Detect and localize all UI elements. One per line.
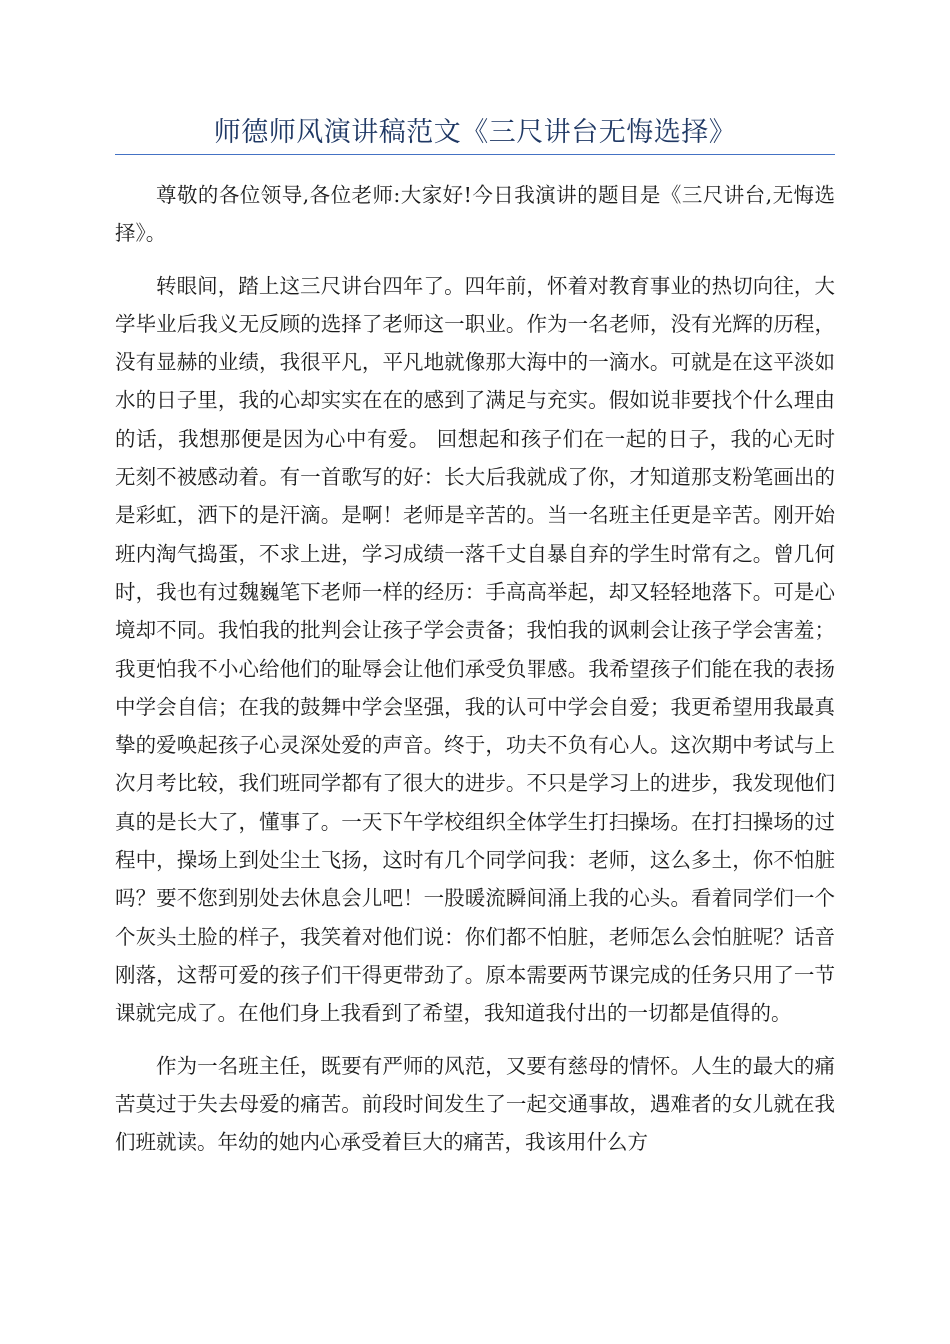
title-underline: [115, 154, 835, 155]
document-body: [115, 176, 835, 1175]
paragraph-greeting: 尊敬的各位领导,各位老师:大家好!今日我演讲的题目是《三尺讲台,无悔选择》。: [115, 183, 835, 246]
document-title: 师德师风演讲稿范文《三尺讲台无悔选择》: [213, 117, 737, 148]
paragraph-main: 转眼间，踏上这三尺讲台四年了。四年前，怀着对教育事业的热切向往，大学毕业后我义无反顾的选择了老师这一职业。作为一名老师，没有光辉的历程，没有显赫的业绩，我很平凡，平凡地就像那大海中的一滴水。可就是在这平淡如水的日子里，我的心却实实在在的感到了满足与充实。假如说非要找个什么理由的话，我想那便是因为心中有爱。 回想起和孩子们在一起的日子，我的心无时无刻不被感动着。有一首歌写的好：长大后我就成了你，才知道那支粉笔画出的是彩虹，洒下的是汗滴。是啊！老师是辛苦的。当一名班主任更是辛苦。刚开始班内淘气捣蛋，不求上进，学习成绩一落千丈自暴自弃的学生时常有之。曾几何时，我也有过魏巍笔下老师一样的经历：手高高举起，却又轻轻地落下。可是心境却不同。我怕我的批判会让孩子学会责备；我怕我的讽刺会让孩子学会害羞；我更怕我不小心给他们的耻辱会让他们承受负罪感。我希望孩子们能在我的表扬中学会自信；在我的鼓舞中学会坚强，我的认可中学会自爱；我更希望用我最真挚的爱唤起孩子心灵深处爱的声音。终于，功夫不负有心人。这次期中考试与上次月考比较，我们班同学都有了很大的进步。不只是学习上的进步，我发现他们真的是长大了，懂事了。一天下午学校组织全体学生打扫操场。在打扫操场的过程中，操场上到处尘土飞扬，这时有几个同学问我：老师，这么多土，你不怕脏吗？要不您到别处去休息会儿吧！一股暖流瞬间涌上我的心头。看着同学们一个个灰头土脸的样子，我笑着对他们说：你们都不怕脏，老师怎么会怕脏呢？话音刚落，这帮可爱的孩子们干得更带劲了。原本需要两节课完成的任务只用了一节课就完成了。在他们身上我看到了希望，我知道我付出的一切都是值得的。: [115, 273, 835, 1026]
paragraph-class-teacher: 作为一名班主任，既要有严师的风范，又要有慈母的情怀。人生的最大的痛苦莫过于失去母爱的痛苦。前段时间发生了一起交通事故，遇难者的女儿就在我们班就读。年幼的她内心承受着巨大的痛苦，我该用什么方: [115, 1053, 835, 1155]
